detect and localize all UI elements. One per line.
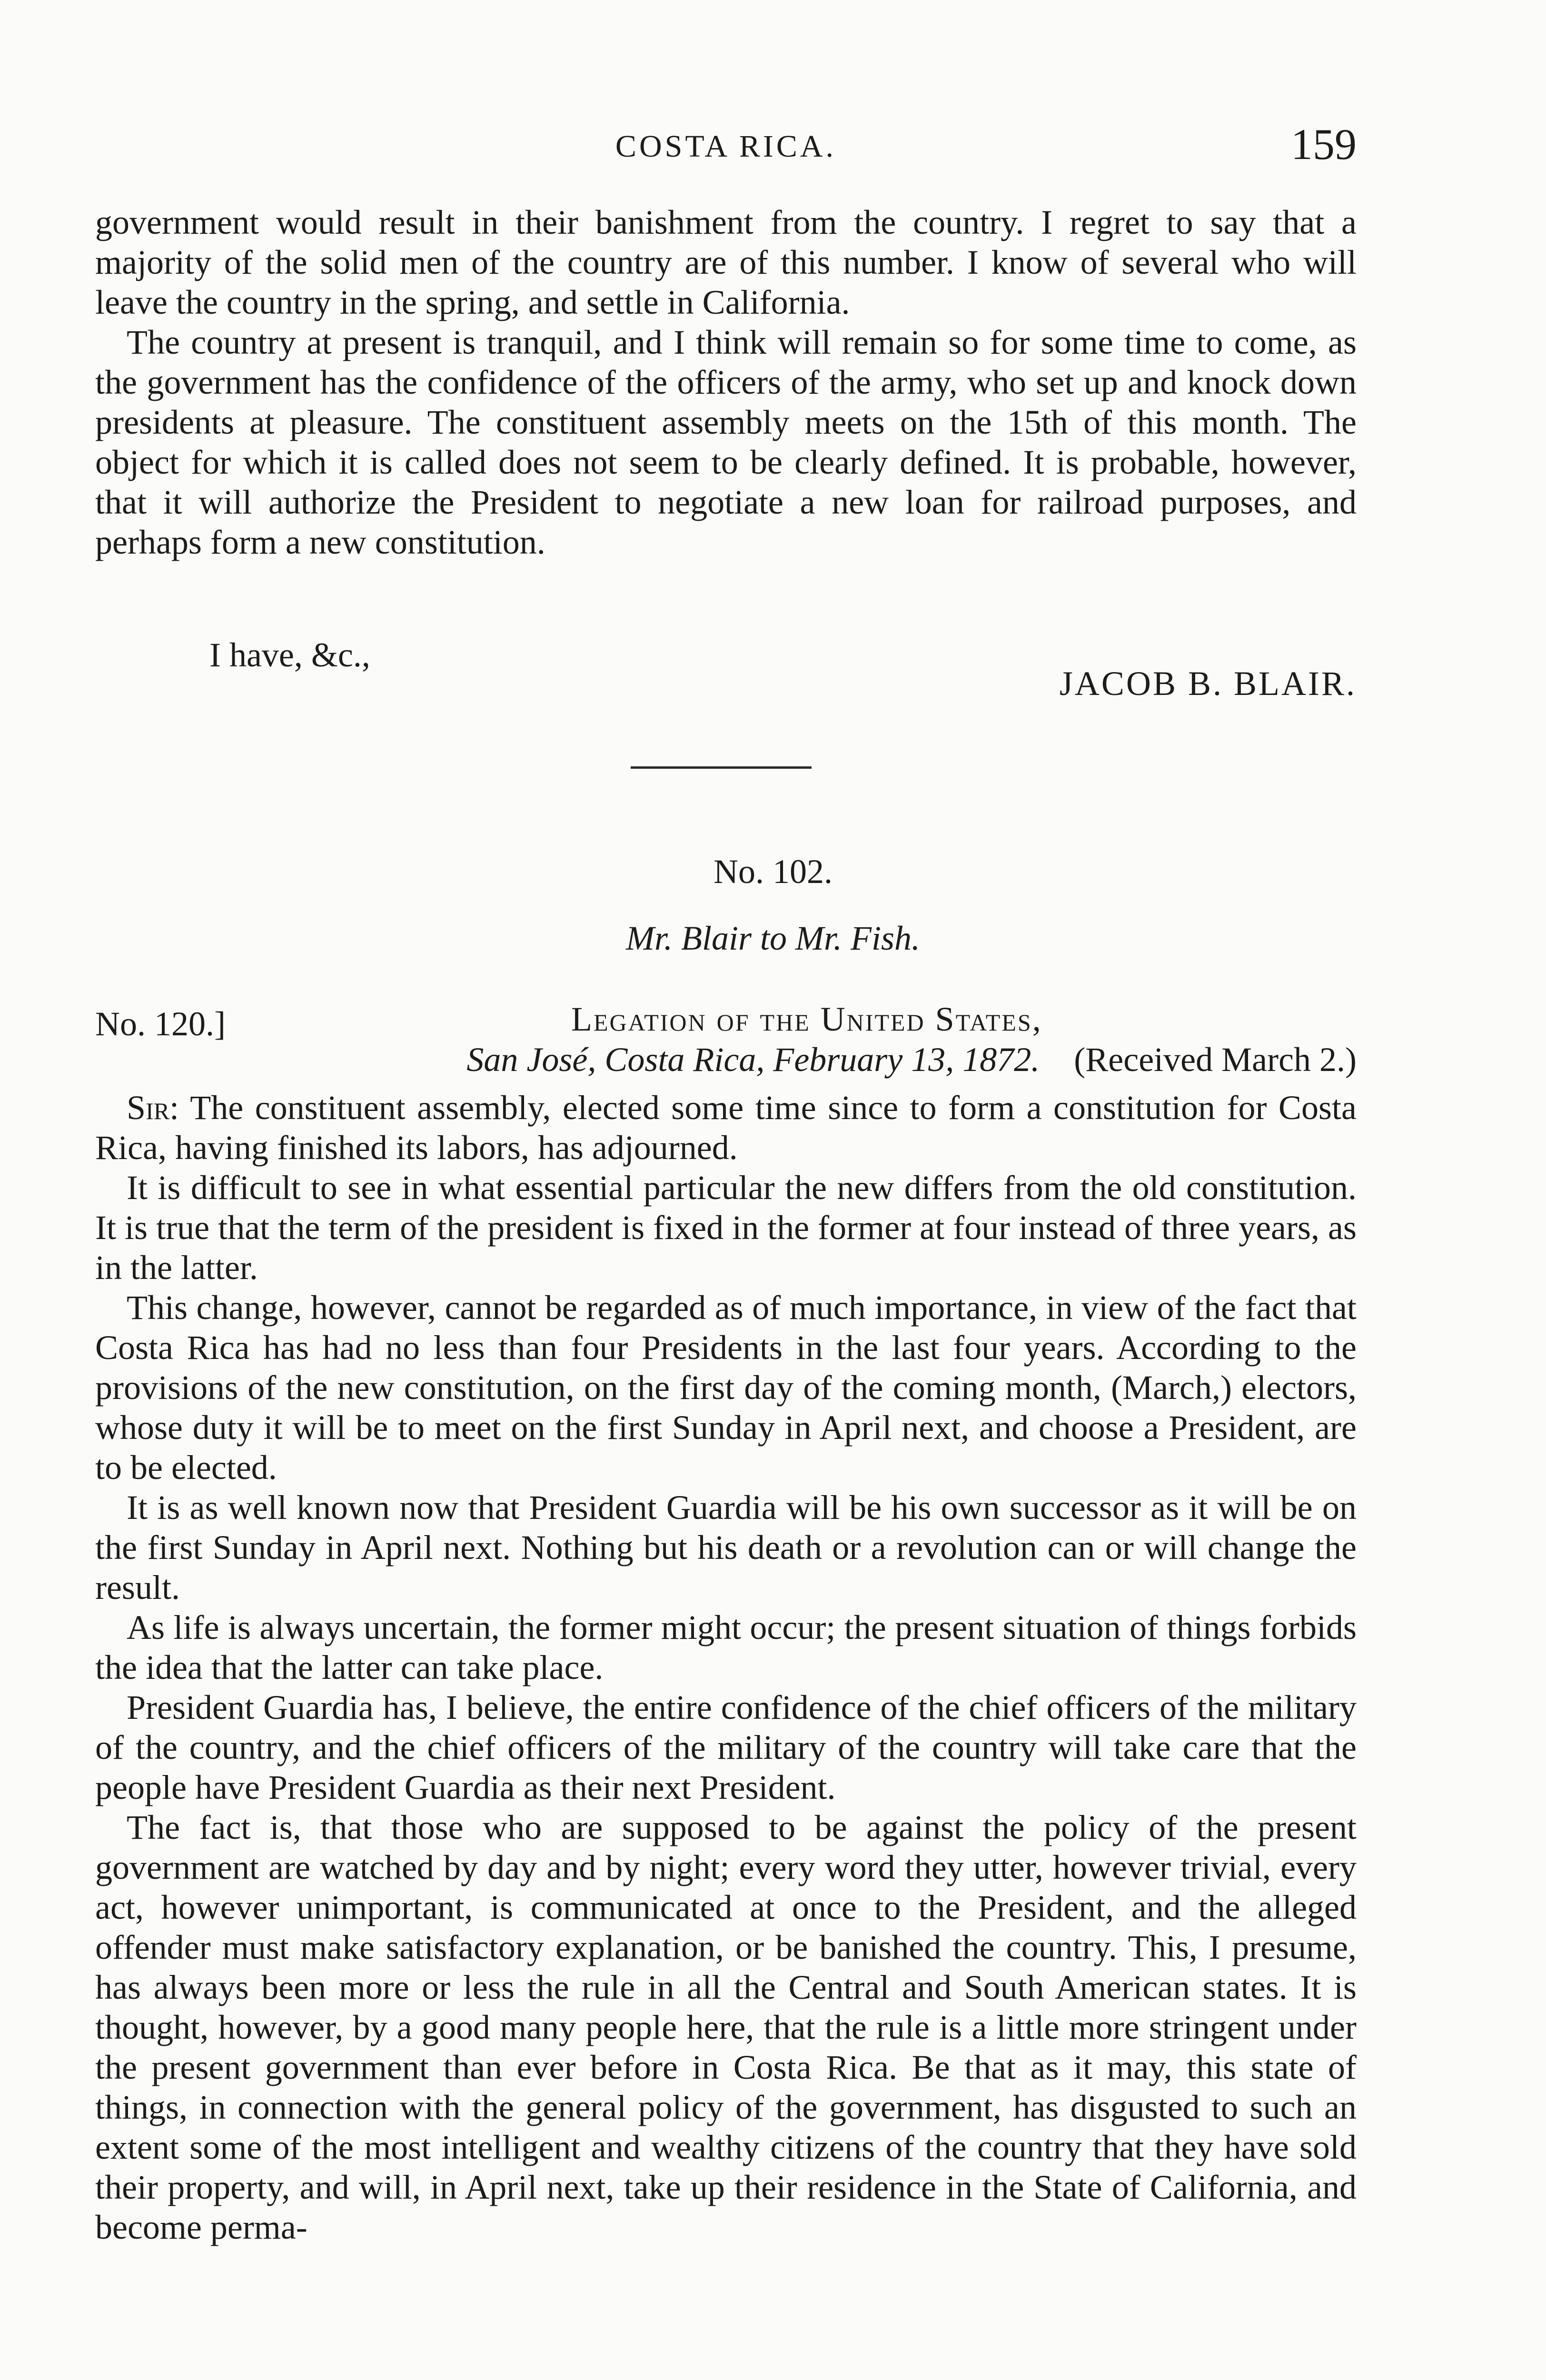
received-date: (Received March 2.) <box>1074 1041 1357 1079</box>
dateline <box>95 1040 1357 1080</box>
paragraph: As life is always uncertain, the former might occur; the present situation of things forbids the idea that the latter can take place. <box>95 1608 1357 1686</box>
paragraph: President Guardia has, I believe, the entire confidence of the chief officers of the military of the country, and the chief officers of the military of the country will take care that the people have President Guardia as their next President. <box>95 1688 1357 1806</box>
paragraph: The fact is, that those who are supposed to be against the policy of the present government are watched by day and by night; every word they utter, however trivial, every act, however unimportant, is communicated at once to the President, and the alleged offender must make satisfactory explanation, or be banished the country. This, I presume, has always been more or less the rule in all the Central and South American states. It is thought, however, by a good many people here, that the rule is a little more stringent under the present government than ever before in Costa Rica. Be that as it may, this state of things, in connection with the general policy of the government, has disgusted to such an extent some of the most intelligent and wealthy citizens of the country that they have sold their property, and will, in April next, take up their residence in the State of California, and become perma- <box>95 1808 1357 2246</box>
letter-body <box>95 1088 1357 2247</box>
first-paragraph-text: The constituent assembly, elected some time since to form a constitution for Costa Rica, having finished its labors, has adjourned. <box>95 1089 1357 1167</box>
running-title: COSTA RICA. <box>615 129 837 164</box>
paragraph: government would result in their banishment from the country. I regret to say that a majority of the solid men of the country are of this number. I know of several who will leave the country in the spring, and settle in California. <box>95 203 1357 321</box>
document-title: Mr. Blair to Mr. Fish. <box>625 919 921 957</box>
page-number: 159 <box>1291 120 1357 169</box>
paragraph <box>95 1088 1357 1168</box>
page-header <box>95 119 1357 176</box>
paragraph: It is as well known now that President Guardia will be his own successor as it will be on the first Sunday in April next. Nothing but his death or a revolution can or will change the result. <box>95 1488 1357 1606</box>
closing: I have, &c., <box>209 636 370 674</box>
section-divider <box>631 766 812 769</box>
paragraph: The country at present is tranquil, and I think will remain so for some time to come, as the government has the confidence of the officers of the army, who set up and knock down presidents at pleasure. The constituent assembly meets on the 15th of this month. The object for which it is called does not seem to be clearly defined. It is probable, however, that it will authorize the President to negotiate a new loan for railroad purposes, and perhaps form a new constitution. <box>95 323 1357 561</box>
document-number: No. 102. <box>714 853 832 891</box>
paragraph: It is difficult to see in what essential particular the new differs from the old constitution. It is true that the term of the president is fixed in the former at four instead of three years, as in the latter. <box>95 1169 1357 1287</box>
paragraph: This change, however, cannot be regarded as of much importance, in view of the fact that Costa Rica has had no less than four Presidents in the last four years. According to the provisions of the new constitution, on the first day of the coming month, (March,) electors, whose duty it will be to meet on the first Sunday in April next, and choose a President, are to be elected. <box>95 1289 1357 1487</box>
signature: JACOB B. BLAIR. <box>1059 664 1357 703</box>
place-date: San José, Costa Rica, February 13, 1872. <box>466 1041 1040 1079</box>
salutation: Sir: <box>127 1089 179 1127</box>
letter-continuation <box>95 202 1357 562</box>
despatch-number: No. 120.] <box>95 1005 226 1043</box>
legation-heading: Legation of the United States, <box>571 1000 1042 1038</box>
